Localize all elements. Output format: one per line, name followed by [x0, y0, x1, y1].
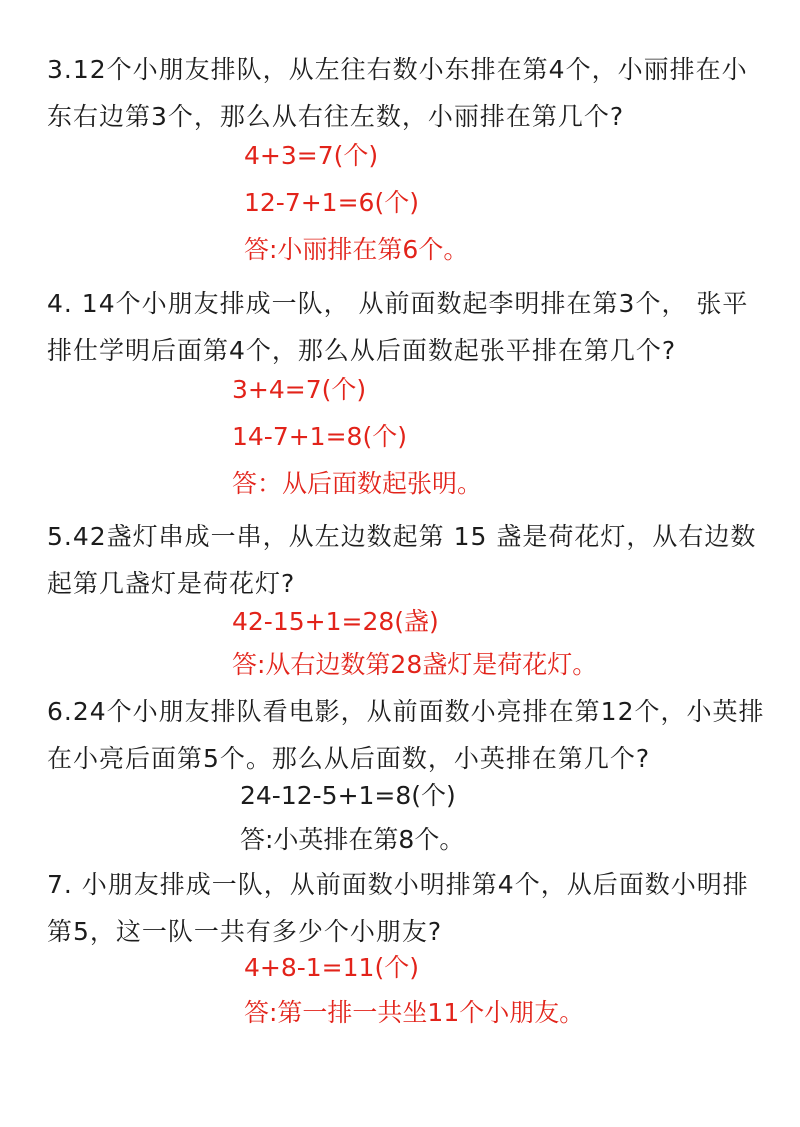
problem-4-step-2: 14-7+1=8(个): [232, 422, 407, 451]
problem-6-answer: 答:小英排在第8个。: [240, 825, 465, 854]
problem-6-step-1: 24-12-5+1=8(个): [240, 781, 456, 810]
problem-7-step-1: 4+8-1=11(个): [244, 953, 419, 982]
problem-3-answer: 答:小丽排在第6个。: [244, 235, 469, 264]
problem-4-step-1: 3+4=7(个): [232, 375, 367, 404]
problem-7-question: 7. 小朋友排成一队，从前面数小明排第4个，从后面数小明排第5，这一队一共有多少个小朋友?: [47, 870, 749, 946]
problem-5-step-1: 42-15+1=28(盏): [232, 607, 439, 636]
problem-3-step-2: 12-7+1=6(个): [244, 188, 419, 217]
problem-6-question: 6.24个小朋友排队看电影，从前面数小亮排在第12个，小英排在小亮后面第5个。那么从后面数，小英排在第几个?: [47, 697, 765, 773]
problem-7-answer: 答:第一排一共坐11个小朋友。: [244, 998, 585, 1027]
problem-3-question: 3.12个小朋友排队，从左往右数小东排在第4个，小丽排在小东右边第3个，那么从右往左数，小丽排在第几个?: [47, 55, 748, 131]
problem-4-question: 4. 14个小朋友排成一队， 从前面数起李明排在第3个， 张平排仕学明后面第4个，那么从后面数起张平排在第几个?: [47, 289, 749, 365]
problem-4-answer: 答：从后面数起张明。: [232, 469, 483, 498]
problem-5-answer: 答:从右边数第28盏灯是荷花灯。: [232, 650, 598, 679]
problem-5-question: 5.42盏灯串成一串，从左边数起第 15 盏是荷花灯，从右边数起第几盏灯是荷花灯?: [47, 522, 757, 598]
problem-3-step-1: 4+3=7(个): [244, 141, 379, 170]
